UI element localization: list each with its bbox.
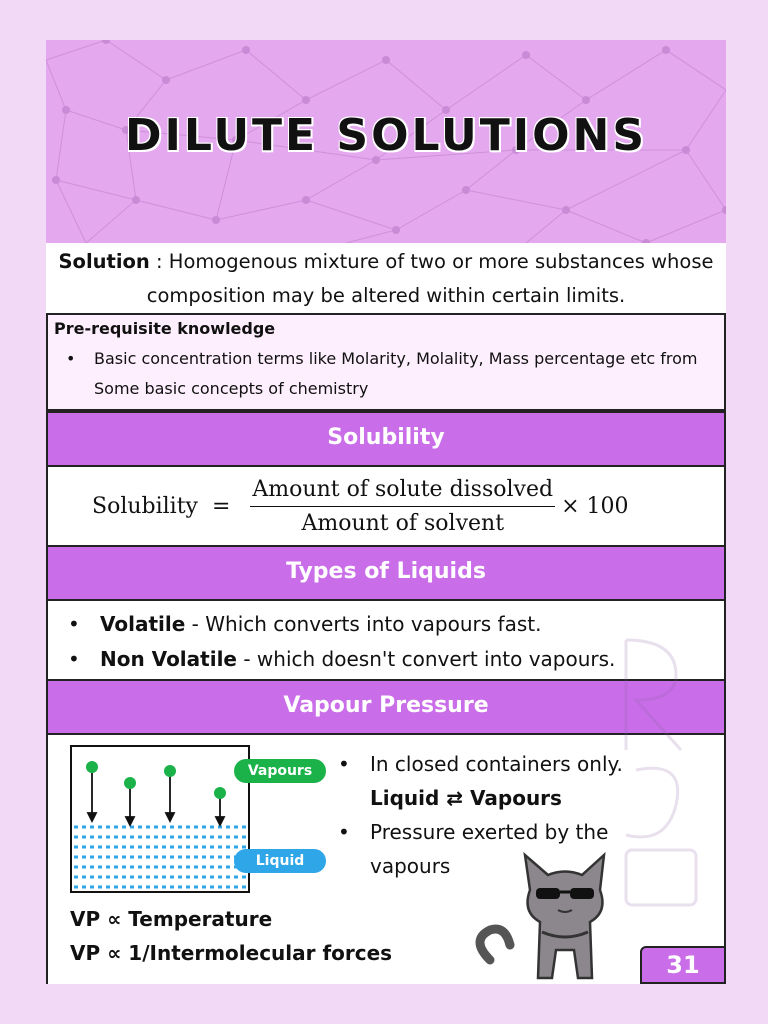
cat-mascot-icon: [470, 850, 640, 984]
types-heading: Types of Liquids: [46, 545, 726, 601]
liquid-desc: - which doesn't convert into vapours.: [237, 647, 616, 671]
header-banner: [46, 40, 726, 243]
relation-temperature: VP ∝ Temperature: [70, 907, 273, 931]
formula-multiplier: × 100: [561, 493, 629, 519]
formula-lhs: Solubility: [92, 493, 198, 519]
page-card: [46, 40, 726, 984]
formula-fraction: [250, 477, 555, 536]
relation-intermolecular: VP ∝ 1/Intermolecular forces: [70, 941, 393, 965]
liquid-desc: - Which converts into vapours fast.: [185, 612, 542, 636]
formula-equals: =: [211, 493, 231, 519]
solubility-heading: Solubility: [46, 411, 726, 467]
definition-text: : Homogenous mixture of two or more substances whose composition may be altered within certain limits.: [146, 250, 714, 307]
liquid-term: Non Volatile: [100, 647, 237, 671]
list-item: [334, 747, 634, 815]
solubility-formula-box: [46, 467, 726, 545]
liquid-label: Liquid: [234, 849, 326, 873]
equilibrium-text: Liquid ⇄ Vapours: [370, 786, 562, 810]
definition-term: Solution: [58, 250, 150, 273]
prerequisite-item: • Basic concentration terms like Molarity, Molality, Mass percentage etc from Some basic concepts of chemistry: [54, 344, 718, 404]
page-number: 31: [640, 946, 726, 984]
liquid-layer: [74, 827, 246, 887]
point-pressure: Pressure exerted by the vapours: [370, 820, 609, 878]
formula-numerator: Amount of solute dissolved: [250, 477, 555, 507]
prerequisite-list: [54, 344, 718, 404]
solution-definition: [46, 243, 726, 313]
page-title: DILUTE SOLUTIONS: [124, 110, 648, 161]
formula-denominator: Amount of solvent: [301, 510, 505, 536]
liquid-term: Volatile: [100, 612, 186, 636]
vapour-pressure-heading: Vapour Pressure: [46, 679, 726, 735]
solubility-formula: [92, 473, 629, 539]
point-closed-container: In closed containers only.: [370, 752, 623, 776]
prerequisite-title: Pre-requisite knowledge: [54, 319, 276, 338]
prerequisite-box: [46, 313, 726, 411]
vapours-label: Vapours: [234, 759, 326, 783]
vapour-arrows: [88, 769, 224, 825]
container-diagram: [70, 745, 260, 895]
vapour-molecules: [86, 761, 226, 799]
